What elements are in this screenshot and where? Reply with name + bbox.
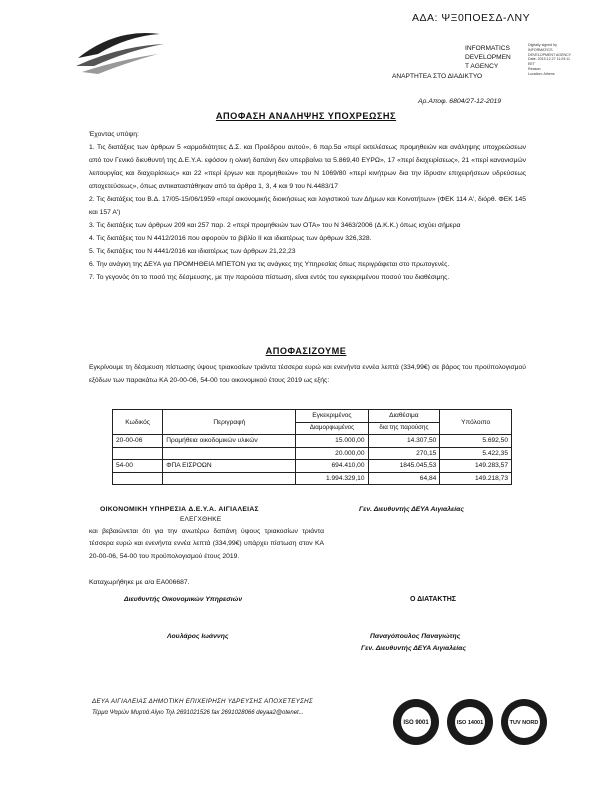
badge-label: ISO 9001: [403, 720, 429, 726]
checked-label: ΕΛΕΓΧΘΗΚΕ: [180, 516, 222, 523]
cell-available: 64,84: [368, 472, 440, 485]
header-code: Κωδικός: [113, 410, 163, 435]
header-available: Διαθέσιμα: [368, 410, 440, 423]
signature-detail-line: INFORMATICS: [528, 47, 553, 52]
general-manager-name: Παναγόπουλος Παναγιώτης: [370, 633, 461, 640]
footer-email[interactable]: deyaa2@otenet...: [256, 710, 304, 716]
badge-label: TUV NORD: [509, 720, 539, 726]
economic-director-role: Διευθυντής Οικονομικών Υπηρεσιών: [124, 596, 243, 603]
registration-number: Καταχωρήθηκε με α/α ΕΑ006687.: [89, 579, 190, 586]
table-row: [113, 447, 512, 460]
cell-remaining: 5.692,50: [440, 435, 512, 448]
cell-available: 14.307,50: [368, 435, 440, 448]
consideration-5: 5. Τις διατάξεις του Ν 4441/2016 και ιδιαιτέρως των άρθρων 21,22,23: [89, 248, 296, 255]
footer-contact: [92, 710, 304, 716]
signature-detail-line: EET: [528, 62, 535, 67]
header-available-sub: δια της παρούσης: [368, 422, 440, 435]
signature-detail-line: Location: Athens: [528, 71, 555, 76]
intro-text: Έχοντας υπόψη:: [89, 131, 139, 138]
cell-available: 1845.045,53: [368, 460, 440, 473]
signer-line: INFORMATICS: [465, 45, 510, 52]
cell-description: ΦΠΑ ΕΙΣΡΟΩΝ: [163, 460, 296, 473]
signer-line: DEVELOPMEN: [465, 54, 511, 61]
cell-description: [163, 447, 296, 460]
signature-detail-line: DEVELOPMENT AGENCY: [528, 52, 572, 57]
decision-reference: Αρ.Αποφ. 6804/27-12-2019: [418, 98, 502, 105]
consideration-7: 7. Το γεγονός ότι το ποσό της δέσμευσης, με την παρούσα πίστωση, είναι εντός του εγκεκριμένου ποσού του διαθέσιμης.: [89, 274, 450, 281]
header-approved-sub: Διαμορφωμένος: [296, 422, 368, 435]
cell-remaining: 149.218,73: [440, 472, 512, 485]
cell-description: Προμήθεια οικοδομικών υλικών: [163, 435, 296, 448]
signature-detail-line: Reason:: [528, 66, 542, 71]
general-manager-heading: Γεν. Διευθυντής ΔΕΥΑ Αιγιαλείας: [359, 506, 464, 513]
cell-description: [163, 472, 296, 485]
consideration-3: 3. Τις διατάξεις των άρθρων 209 και 257 παρ. 2 «περί προμηθειών των ΟΤΑ» του Ν 3463/2006 (Δ.Κ.Κ.) όπως ισχύει σήμερα: [89, 222, 461, 229]
cell-code: [113, 472, 163, 485]
economic-director-name: Λουλάρος Ιωάννης: [167, 633, 229, 640]
cell-remaining: 149.283,57: [440, 460, 512, 473]
posted-note: ΑΝΑΡΤΗΤΕΑ ΣΤΟ ΔΙΑΔΙΚΤΥΟ: [392, 73, 483, 80]
table-row: [113, 460, 512, 473]
iso-14001-badge: [446, 698, 494, 746]
tuv-nord-badge: [500, 698, 548, 746]
considerations: [89, 128, 526, 284]
header-description: Περιγραφή: [163, 410, 296, 435]
cell-code: 20-00-06: [113, 435, 163, 448]
digital-signer: [465, 44, 523, 71]
cell-approved: 694.410,00: [296, 460, 368, 473]
economic-service-heading: ΟΙΚΟΝΟΜΙΚΗ ΥΠΗΡΕΣΙΑ Δ.Ε.Υ.Α. ΑΙΓΙΑΛΕΙΑΣ: [100, 506, 259, 513]
resolution-title: ΑΠΟΦΑΣΙΖΟΥΜΕ: [265, 346, 347, 356]
general-manager-title: Γεν. Διευθυντής ΔΕΥΑ Αιγιαλείας: [361, 645, 466, 652]
header-approved: Εγκεκριμένος: [296, 410, 368, 423]
resolution-text: Εγκρίνουμε τη δέσμευση πίστωσης ύψους τριακοσίων τριάντα τέσσερα ευρώ και ενενήντα εννέα λεπτά (334,99€) σε βάρος του προϋπολογισμού εξόδων των παρακάτω ΚΑ 20-00-06, 54-00 του οικονομικού έτους 2019 ως εξής:: [89, 364, 526, 384]
consideration-6: 6. Την ανάγκη της ΔΕΥΑ για ΠΡΟΜΗΘΕΙΑ ΜΠΕΤΟΝ για τις ανάγκες της Υπηρεσίας όπως περιγράφεται στο πρωτογενές.: [89, 261, 450, 268]
header-remaining: Υπόλοιπο: [440, 410, 512, 435]
signature-details: [528, 43, 588, 77]
consideration-2: 2. Τις διατάξεις του Β.Δ. 17/05-15/06/1959 «περί οικονομικής διοικήσεως και λογιστικού των Δήμων και Κοινοτήτων» (ΦΕΚ 114 Α', διόρθ. ΦΕΚ 145 και 157 Α'): [89, 196, 526, 216]
footer-organization: ΔΕΥΑ ΑΙΓΙΑΛΕΙΑΣ ΔΗΜΟΤΙΚΗ ΕΠΙΧΕΙΡΗΣΗ ΥΔΡΕΥΣΗΣ ΑΠΟΧΕΤΕΥΣΗΣ: [92, 698, 313, 705]
signer-line: T AGENCY: [465, 63, 499, 70]
table-row: [113, 435, 512, 448]
signature-detail-line: Date: 2019.12.27 11:29:11: [528, 57, 571, 62]
cell-available: 270,15: [368, 447, 440, 460]
iso-9001-badge: [392, 698, 440, 746]
ada-code: ΑΔΑ: ΨΞ0ΠΟΕΣΔ-ΛΝΥ: [412, 12, 531, 24]
cell-code: 54-00: [113, 460, 163, 473]
table-row: [113, 472, 512, 485]
consideration-4: 4. Τις διατάξεις του Ν 4412/2016 που αφορούν το βιβλίο ΙΙ και ιδιαιτέρως των άρθρων 326,328.: [89, 235, 372, 242]
consideration-1: 1. Τις διατάξεις των άρθρων 5 «αρμοδιότητες Δ.Σ. και Προέδρου αυτού», 6 παρ.5α «περί εκτελέσεως προμηθειών και ανάληψης υποχρεώσεων από τον Γενικό διευθυντή της Δ.Ε.Υ.Α. εφόσον η ολική δαπάνη δεν υπερβαίνει τα 5.869,40 ΕΥΡΩ», 17 «περί διαχειρίσεως», 21 «περί κανονισμών λειτουργίας και διαχειρίσεως» και 22 «περί έργων και προμηθειών» του Ν 1069/80 «περί κινήτρων δια την ίδρυσιν επιχειρήσεων υδρεύσεως αποχετεύσεως», όπως αντικαταστάθηκαν από τα άρθρα 1, 3, 4 και 9 του Ν.4483/17: [89, 144, 526, 190]
cell-approved: 20.000,00: [296, 447, 368, 460]
budget-table: [112, 409, 512, 485]
decision-maker-role: Ο ΔΙΑΤΑΚΤΗΣ: [410, 596, 456, 603]
cell-code: [113, 447, 163, 460]
table-header-row: [113, 410, 512, 423]
cell-remaining: 5.422,35: [440, 447, 512, 460]
cell-approved: 15.000,00: [296, 435, 368, 448]
deya-logo: [68, 26, 168, 76]
footer-address: Τέρμα Ψαρών Μυρτιά Αίγιο Τηλ 2691021526 fax 2691028066: [92, 710, 257, 716]
decision-title: ΑΠΟΦΑΣΗ ΑΝΑΛΗΨΗΣ ΥΠΟΧΡΕΩΣΗΣ: [215, 111, 397, 121]
economic-certification: και βεβαιώνεται ότι για την ανωτέρω δαπάνη ύψους τριακοσίων τριάντα τέσσερα ευρώ και ενενήντα εννέα λεπτά (334,99€) υπάρχει πίστωση στον ΚΑ 20-00-06, 54-00 του προϋπολογισμού έτους 2019.: [89, 528, 324, 560]
cell-approved: 1.994.329,10: [296, 472, 368, 485]
signature-detail-line: Digitally signed by: [528, 43, 557, 47]
badge-label: ISO 14001: [456, 720, 484, 726]
